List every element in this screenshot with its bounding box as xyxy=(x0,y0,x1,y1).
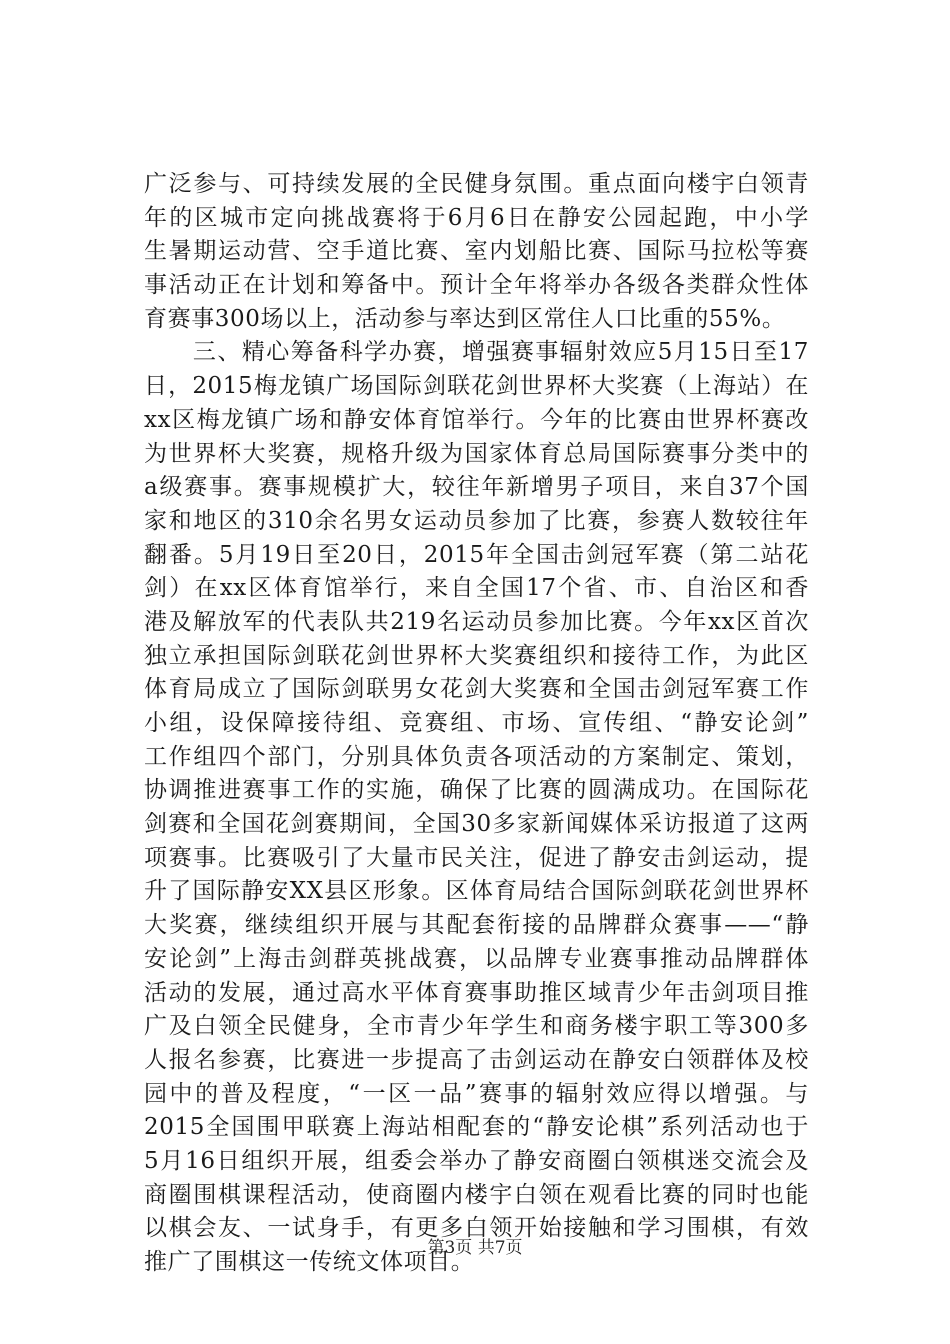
page-footer: 第3页 共7页 xyxy=(427,1238,523,1258)
text-line: 安论剑”上海击剑群英挑战赛，以品牌专业赛事推动品牌群体 xyxy=(144,945,809,972)
text-line: 翻番。5月19日至20日，2015年全国击剑冠军赛（第二站花 xyxy=(144,541,809,568)
text-line: 育赛事300场以上，活动参与率达到区常住人口比重的55%。 xyxy=(144,305,786,332)
text-line: 2015全国围甲联赛上海站相配套的“静安论棋”系列活动也于 xyxy=(144,1114,809,1141)
text-line: 商圈围棋课程活动，使商圈内楼宇白领在观看比赛的同时也能 xyxy=(144,1181,809,1208)
text-line: 日，2015梅龙镇广场国际剑联花剑世界杯大奖赛（上海站）在 xyxy=(144,373,809,400)
text-line: 年的区城市定向挑战赛将于6月6日在静安公园起跑，中小学 xyxy=(144,204,809,231)
body-text xyxy=(144,168,809,1280)
text-line: 园中的普及程度，“一区一品”赛事的辐射效应得以增强。与 xyxy=(144,1080,809,1107)
text-line: 项赛事。比赛吸引了大量市民关注，促进了静安击剑运动，提 xyxy=(144,844,809,871)
text-line: 活动的发展，通过高水平体育赛事助推区域青少年击剑项目推 xyxy=(144,979,809,1006)
text-line: 为世界杯大奖赛，规格升级为国家体育总局国际赛事分类中的 xyxy=(144,440,809,467)
text-line: 体育局成立了国际剑联男女花剑大奖赛和全国击剑冠军赛工作 xyxy=(144,676,809,703)
text-line: 协调推进赛事工作的实施，确保了比赛的圆满成功。在国际花 xyxy=(144,777,809,804)
text-line: 家和地区的310余名男女运动员参加了比赛，参赛人数较往年 xyxy=(144,507,809,534)
text-line: 小组，设保障接待组、竞赛组、市场、宣传组、“静安论剑” xyxy=(144,710,809,736)
text-line: a级赛事。赛事规模扩大，较往年新增男子项目，来自37个国 xyxy=(144,474,809,501)
text-line: 剑赛和全国花剑赛期间，全国30多家新闻媒体采访报道了这两 xyxy=(144,811,809,838)
text-line: 独立承担国际剑联花剑世界杯大奖赛组织和接待工作，为此区 xyxy=(144,642,809,669)
text-line: 三、精心筹备科学办赛，增强赛事辐射效应5月15日至17 xyxy=(144,339,809,366)
text-line: xx区梅龙镇广场和静安体育馆举行。今年的比赛由世界杯赛改 xyxy=(144,406,809,433)
text-line: 大奖赛，继续组织开展与其配套衔接的品牌群众赛事——“静 xyxy=(144,912,809,939)
text-line: 推广了围棋这一传统文体项目。 xyxy=(144,1249,475,1275)
text-line: 广及白领全民健身，全市青少年学生和商务楼宇职工等300多 xyxy=(144,1013,809,1040)
text-line: 升了国际静安XX县区形象。区体育局结合国际剑联花剑世界杯 xyxy=(144,878,809,905)
text-line: 广泛参与、可持续发展的全民健身氛围。重点面向楼宇白领青 xyxy=(144,171,809,197)
text-line: 以棋会友、一试身手，有更多白领开始接触和学习围棋，有效 xyxy=(144,1215,809,1242)
text-line: 5月16日组织开展，组委会举办了静安商圈白领棋迷交流会及 xyxy=(144,1147,809,1174)
text-line: 工作组四个部门，分别具体负责各项活动的方案制定、策划， xyxy=(144,743,809,770)
text-line: 事活动正在计划和筹备中。预计全年将举办各级各类群众性体 xyxy=(144,272,809,299)
text-line: 生暑期运动营、空手道比赛、室内划船比赛、国际马拉松等赛 xyxy=(144,238,809,265)
text-line: 港及解放军的代表队共219名运动员参加比赛。今年xx区首次 xyxy=(144,608,809,635)
text-line: 剑）在xx区体育馆举行，来自全国17个省、市、自治区和香 xyxy=(144,575,809,602)
text-line: 人报名参赛，比赛进一步提高了击剑运动在静安白领群体及校 xyxy=(144,1046,809,1073)
